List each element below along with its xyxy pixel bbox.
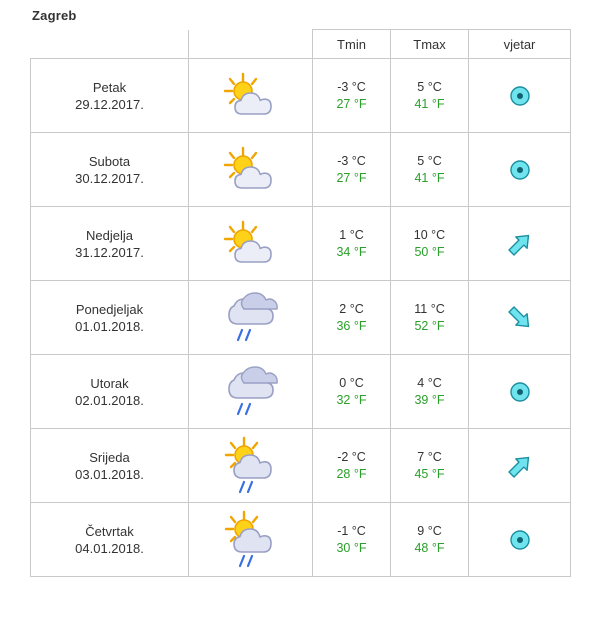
weather-icon-cell: [189, 207, 313, 281]
table-header: [31, 30, 571, 59]
day-cell: [31, 133, 189, 207]
tmax-fahrenheit: 39 °F: [414, 392, 445, 407]
day-date: 02.01.2018.: [75, 392, 144, 408]
sun-behind-cloud-icon: [189, 218, 312, 270]
tmax-fahrenheit: 48 °F: [414, 540, 445, 555]
tmax-cell: [391, 281, 469, 355]
arrow-southeast-icon: [469, 303, 570, 333]
tmin-celsius: 1 °C: [339, 227, 364, 242]
tmin-fahrenheit: 27 °F: [336, 170, 367, 185]
rain-cloud-icon: [189, 364, 312, 420]
weather-icon-cell: [189, 59, 313, 133]
tmin-fahrenheit: 28 °F: [336, 466, 367, 481]
weather-icon-cell: [189, 281, 313, 355]
day-cell: [31, 429, 189, 503]
day-cell: [31, 59, 189, 133]
tmin-celsius: -3 °C: [337, 153, 366, 168]
day-name: Petak: [92, 79, 127, 95]
table-row: [31, 59, 571, 133]
tmax-cell: [391, 503, 469, 577]
tmax-fahrenheit: 45 °F: [414, 466, 445, 481]
header-tmax: Tmax: [391, 30, 469, 59]
day-name: Utorak: [90, 375, 129, 391]
calm-dot-icon: [469, 83, 570, 109]
weather-icon-cell: [189, 133, 313, 207]
calm-dot-icon: [469, 379, 570, 405]
tmin-fahrenheit: 30 °F: [336, 540, 367, 555]
tmin-fahrenheit: 32 °F: [336, 392, 367, 407]
tmin-cell: [313, 281, 391, 355]
weather-icon-cell: [189, 503, 313, 577]
tmin-cell: [313, 429, 391, 503]
day-date: 30.12.2017.: [75, 170, 144, 186]
sun-behind-rain-cloud-icon: [189, 510, 312, 570]
tmax-fahrenheit: 52 °F: [414, 318, 445, 333]
tmax-cell: [391, 207, 469, 281]
tmin-cell: [313, 133, 391, 207]
tmin-celsius: -3 °C: [337, 79, 366, 94]
tmax-celsius: 11 °C: [414, 301, 445, 316]
table-row: [31, 281, 571, 355]
day-date: 31.12.2017.: [75, 244, 144, 260]
page-title: Zagreb: [32, 8, 77, 23]
tmin-celsius: -1 °C: [337, 523, 366, 538]
wind-cell: [469, 503, 571, 577]
day-date: 01.01.2018.: [75, 318, 144, 334]
calm-dot-icon: [469, 157, 570, 183]
sun-behind-cloud-icon: [189, 70, 312, 122]
sun-behind-rain-cloud-icon: [189, 436, 312, 496]
tmin-cell: [313, 207, 391, 281]
header-day: [31, 30, 189, 59]
day-name: Ponedjeljak: [75, 301, 144, 317]
wind-cell: [469, 355, 571, 429]
tmax-celsius: 7 °C: [417, 449, 442, 464]
tmax-cell: [391, 429, 469, 503]
wind-cell: [469, 133, 571, 207]
table-row: [31, 133, 571, 207]
tmin-fahrenheit: 34 °F: [336, 244, 367, 259]
tmax-celsius: 4 °C: [417, 375, 442, 390]
sun-behind-cloud-icon: [189, 144, 312, 196]
table-row: [31, 355, 571, 429]
day-name: Subota: [88, 153, 131, 169]
wind-cell: [469, 281, 571, 355]
tmin-celsius: 0 °C: [339, 375, 364, 390]
day-cell: [31, 281, 189, 355]
rain-cloud-icon: [189, 290, 312, 346]
arrow-northeast-icon: [469, 229, 570, 259]
day-name: Nedjelja: [86, 227, 133, 243]
tmin-celsius: -2 °C: [337, 449, 366, 464]
tmin-fahrenheit: 27 °F: [336, 96, 367, 111]
tmin-cell: [313, 355, 391, 429]
day-date: 29.12.2017.: [75, 96, 144, 112]
tmin-cell: [313, 503, 391, 577]
tmin-fahrenheit: 36 °F: [336, 318, 367, 333]
header-vjetar: vjetar: [469, 30, 571, 59]
day-cell: [31, 207, 189, 281]
day-date: 04.01.2018.: [75, 540, 144, 556]
weather-icon-cell: [189, 429, 313, 503]
day-name: Srijeda: [89, 449, 130, 465]
tmax-fahrenheit: 41 °F: [414, 96, 445, 111]
tmax-celsius: 5 °C: [417, 153, 442, 168]
tmax-celsius: 5 °C: [417, 79, 442, 94]
table-row: [31, 207, 571, 281]
wind-cell: [469, 59, 571, 133]
tmax-cell: [391, 59, 469, 133]
day-date: 03.01.2018.: [75, 466, 144, 482]
header-icon: [189, 30, 313, 59]
day-cell: [31, 503, 189, 577]
wind-cell: [469, 429, 571, 503]
table-row: [31, 429, 571, 503]
wind-cell: [469, 207, 571, 281]
calm-dot-icon: [469, 527, 570, 553]
tmax-cell: [391, 133, 469, 207]
table-row: [31, 503, 571, 577]
tmin-cell: [313, 59, 391, 133]
tmax-celsius: 9 °C: [417, 523, 442, 538]
tmax-celsius: 10 °C: [413, 227, 446, 242]
header-tmin: Tmin: [313, 30, 391, 59]
table-body: [31, 59, 571, 577]
day-cell: [31, 355, 189, 429]
weather-icon-cell: [189, 355, 313, 429]
forecast-table: [30, 29, 571, 577]
tmin-celsius: 2 °C: [339, 301, 364, 316]
arrow-northeast-icon: [469, 451, 570, 481]
tmax-cell: [391, 355, 469, 429]
tmax-fahrenheit: 50 °F: [414, 244, 445, 259]
tmax-fahrenheit: 41 °F: [414, 170, 445, 185]
day-name: Četvrtak: [85, 523, 134, 539]
